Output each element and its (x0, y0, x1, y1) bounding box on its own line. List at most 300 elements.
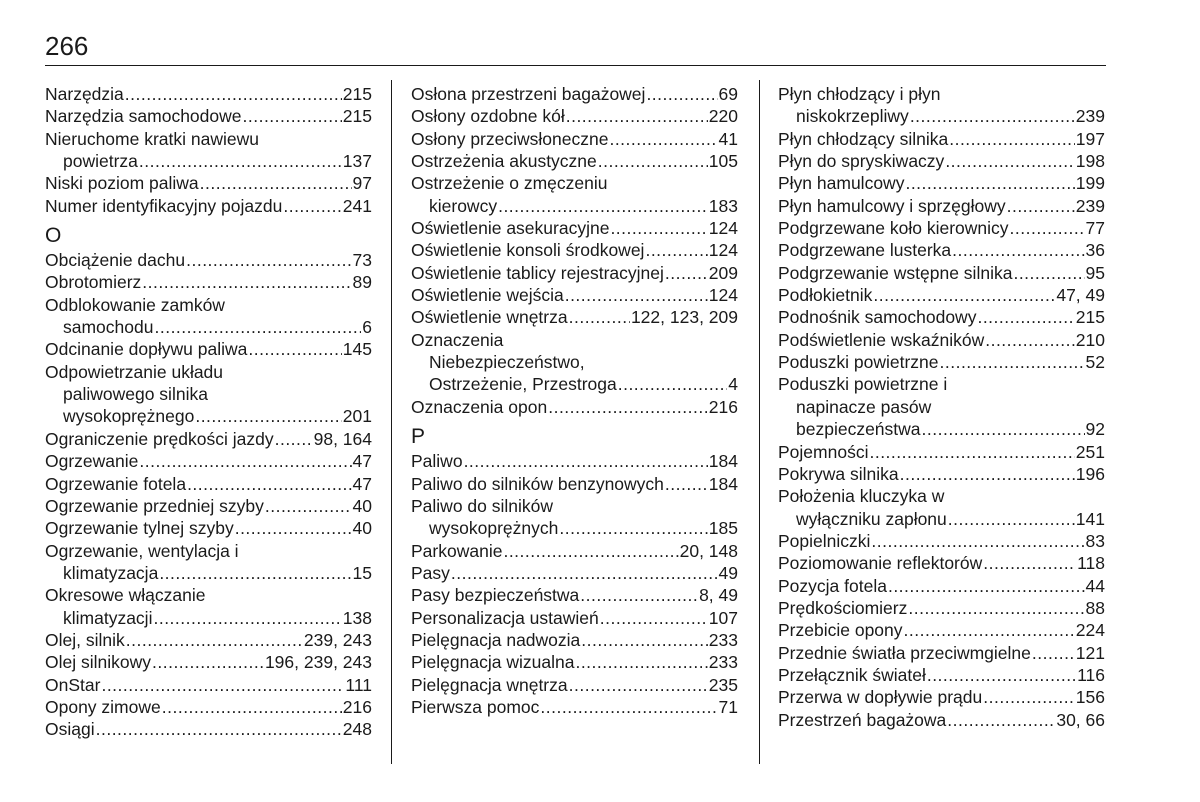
index-entry (411, 150, 738, 172)
dot-leader (618, 373, 728, 395)
index-entry (45, 428, 372, 450)
index-entry (778, 306, 1105, 328)
index-term: Osłony przeciwsłoneczne (411, 128, 609, 149)
index-entry (411, 607, 738, 629)
index-term: Personalizacja ustawień (411, 607, 599, 628)
index-entry (778, 552, 1105, 574)
index-term: powietrza (63, 151, 138, 172)
page-reference: 124 (708, 240, 738, 261)
dot-leader (569, 674, 708, 696)
index-term: Parkowanie (411, 540, 503, 561)
index-term: paliwowego silnika (63, 384, 208, 405)
dot-leader (540, 696, 717, 718)
index-entry (411, 450, 738, 472)
dot-leader (565, 284, 708, 306)
index-entry (411, 584, 738, 606)
index-entry (778, 686, 1105, 708)
index-entry (411, 195, 738, 217)
page-reference: 105 (708, 151, 738, 172)
page-reference: 73 (352, 250, 372, 271)
index-entry (411, 262, 738, 284)
index-entry (45, 271, 372, 293)
index-term: Poziomowanie reflektorów (778, 553, 983, 574)
dot-leader (1010, 217, 1085, 239)
page-reference: 233 (708, 652, 738, 673)
index-term: Ogrzewanie tylnej szyby (45, 518, 234, 539)
page-reference: 107 (708, 607, 738, 628)
dot-leader (162, 696, 342, 718)
index-term: Odcinanie dopływu paliwa (45, 339, 248, 360)
dot-leader (1032, 642, 1075, 664)
page-reference: 199 (1075, 173, 1105, 194)
section-letter: P (411, 425, 426, 449)
dot-leader (139, 150, 342, 172)
dot-leader (186, 249, 351, 271)
index-term: Oświetlenie wejścia (411, 285, 564, 306)
index-term: Prędkościomierz (778, 597, 908, 618)
page-reference: 52 (1085, 352, 1105, 373)
dot-leader (871, 530, 1084, 552)
index-entry (45, 629, 372, 651)
dot-leader (187, 473, 351, 495)
index-term: Ograniczenie prędkości jazdy (45, 428, 274, 449)
page-reference: 210 (1075, 329, 1105, 350)
index-entry (778, 239, 1105, 261)
index-entry (411, 674, 738, 696)
index-entry (778, 329, 1105, 351)
index-term: Obciążenie dachu (45, 250, 186, 271)
index-entry (778, 351, 1105, 373)
page-reference: 185 (708, 518, 738, 539)
dot-leader (275, 428, 313, 450)
index-term: Paliwo (411, 451, 463, 472)
index-term: Paliwo do silników benzynowych (411, 473, 664, 494)
index-term: Oświetlenie wnętrza (411, 307, 568, 328)
index-term: Olej, silnik (45, 629, 125, 650)
dot-leader (581, 629, 708, 651)
index-entry (45, 105, 372, 127)
page-reference: 92 (1085, 419, 1105, 440)
index-entry (45, 607, 372, 629)
page-reference: 77 (1085, 218, 1105, 239)
index-term: Pokrywa silnika (778, 463, 899, 484)
index-entry (411, 696, 738, 718)
page-reference: 36 (1085, 240, 1105, 261)
index-term: Pasy bezpieczeństwa (411, 585, 580, 606)
index-entry (778, 284, 1105, 306)
dot-leader (948, 508, 1075, 530)
page-reference: 239 (1075, 106, 1105, 127)
dot-leader (126, 629, 303, 651)
index-entry (778, 619, 1105, 641)
page-reference: 118 (1077, 553, 1105, 574)
page-reference: 215 (342, 84, 372, 104)
index-term: Pozycja fotela (778, 575, 887, 596)
index-term: Podgrzewane lusterka (778, 240, 952, 261)
dot-leader (600, 607, 708, 629)
index-term: Ogrzewanie (45, 451, 139, 472)
dot-leader (464, 450, 708, 472)
page-reference: 220 (708, 106, 738, 127)
dot-leader (580, 584, 698, 606)
dot-leader (977, 306, 1074, 328)
index-term: wysokoprężnych (429, 518, 559, 539)
page-reference: 138 (342, 607, 372, 628)
page-reference: 97 (352, 173, 372, 194)
dot-leader (159, 562, 351, 584)
page-reference: 241 (342, 195, 372, 216)
dot-leader (152, 651, 264, 673)
index-term: Ostrzeżenia akustyczne (411, 151, 597, 172)
index-term: Paliwo do silników (411, 495, 554, 516)
index-term: Osłony ozdobne kół (411, 106, 565, 127)
index-term: Płyn do spryskiwaczy (778, 151, 945, 172)
index-entry (411, 239, 738, 261)
index-entry (45, 651, 372, 673)
index-term: Ogrzewanie przedniej szyby (45, 495, 264, 516)
dot-leader (873, 284, 1055, 306)
page-reference: 6 (362, 317, 372, 338)
index-term: Podświetlenie wskaźników (778, 329, 985, 350)
dot-leader (945, 150, 1074, 172)
page-reference: 124 (708, 285, 738, 306)
index-term: Numer identyfikacyjny pojazdu (45, 195, 283, 216)
index-entry (778, 575, 1105, 597)
index-term: Podnośnik samochodowy (778, 307, 977, 328)
page-reference: 124 (708, 218, 738, 239)
index-column-3 (778, 83, 1105, 731)
dot-leader (101, 674, 344, 696)
index-term: Obrotomierz (45, 272, 142, 293)
page-number: 266 (45, 31, 89, 61)
index-term: Osiągi (45, 719, 95, 740)
index-entry (45, 172, 372, 194)
index-entry (45, 316, 372, 338)
index-term: Ostrzeżenie, Przestroga (429, 374, 617, 395)
dot-leader (139, 450, 351, 472)
dot-leader (248, 338, 341, 360)
index-term: Położenia kluczyka w (778, 486, 945, 507)
dot-leader (153, 607, 341, 629)
index-entry (778, 418, 1105, 440)
page-reference: 248 (342, 719, 372, 740)
page-reference: 49 (718, 562, 738, 583)
index-term: Okresowe włączanie (45, 585, 206, 606)
index-entry (411, 396, 738, 418)
index-entry (45, 405, 372, 427)
index-term: klimatyzacja (63, 562, 159, 583)
index-entry (778, 172, 1105, 194)
dot-leader (910, 105, 1075, 127)
page-reference: 95 (1085, 262, 1105, 283)
index-term: Narzędzia samochodowe (45, 106, 242, 127)
page-reference: 83 (1085, 530, 1105, 551)
page-reference: 40 (352, 495, 372, 516)
page-reference: 8, 49 (699, 585, 738, 606)
index-term: Olej silnikowy (45, 652, 151, 673)
index-entry (778, 709, 1105, 731)
index-entry (411, 217, 738, 239)
index-term: Przestrzeń bagażowa (778, 709, 947, 730)
dot-leader (908, 597, 1084, 619)
index-entry (45, 674, 372, 696)
page-reference: 183 (708, 195, 738, 216)
index-term: Pierwsza pomoc (411, 696, 540, 717)
index-entry (45, 718, 372, 740)
dot-leader (96, 718, 342, 740)
index-entry (411, 517, 738, 539)
index-entry (778, 530, 1105, 552)
dot-leader (125, 83, 342, 105)
index-term: Pojemności (778, 441, 869, 462)
page-reference: 40 (352, 518, 372, 539)
page-reference: 196 (1075, 463, 1105, 484)
dot-leader (947, 709, 1055, 731)
page-reference: 196, 239, 243 (264, 652, 372, 673)
index-term: Przerwa w dopływie prądu (778, 687, 983, 708)
index-column-1 (45, 83, 372, 741)
index-term: Ogrzewanie, wentylacja i (45, 540, 239, 561)
index-entry (411, 83, 738, 105)
index-column-2 (411, 83, 738, 718)
dot-leader (569, 306, 630, 328)
index-term: niskokrzepliwy (796, 106, 909, 127)
index-term: Płyn hamulcowy i sprzęgłowy (778, 195, 1006, 216)
dot-leader (451, 562, 718, 584)
index-term: Podłokietnik (778, 285, 873, 306)
column-divider (759, 80, 760, 764)
index-entry (411, 473, 738, 495)
index-term: Płyn hamulcowy (778, 173, 905, 194)
index-entry (45, 249, 372, 271)
index-term: Pielęgnacja wnętrza (411, 674, 568, 695)
index-term: Płyn chłodzący silnika (778, 128, 949, 149)
dot-leader (665, 262, 708, 284)
index-entry (411, 128, 738, 150)
index-entry (411, 629, 738, 651)
page-reference: 216 (708, 396, 738, 417)
index-entry (778, 597, 1105, 619)
dot-leader (548, 396, 708, 418)
index-term: Nieruchome kratki nawiewu (45, 128, 259, 149)
index-term: samochodu (63, 317, 154, 338)
index-term: klimatyzacji (63, 607, 153, 628)
dot-leader (949, 128, 1075, 150)
index-entry (778, 441, 1105, 463)
page-reference: 122, 123, 209 (630, 307, 738, 328)
header-rule (45, 65, 1106, 66)
index-entry (45, 473, 372, 495)
dot-leader (900, 463, 1075, 485)
dot-leader (195, 405, 341, 427)
page-reference: 98, 164 (313, 428, 372, 449)
page-reference: 89 (352, 272, 372, 293)
index-term: Oświetlenie asekuracyjne (411, 218, 610, 239)
index-entry (45, 150, 372, 172)
page-reference: 141 (1075, 508, 1105, 529)
dot-leader (869, 441, 1074, 463)
index-term: Oświetlenie konsoli środkowej (411, 240, 645, 261)
dot-leader (559, 517, 707, 539)
index-entry (411, 105, 738, 127)
dot-leader (610, 217, 707, 239)
index-entry (411, 284, 738, 306)
index-entry (45, 338, 372, 360)
index-entry (411, 373, 738, 395)
dot-leader (503, 540, 678, 562)
index-entry (778, 262, 1105, 284)
index-entry (411, 306, 738, 328)
index-term: Pasy (411, 562, 450, 583)
index-term: Oznaczenia (411, 329, 504, 350)
dot-leader (498, 195, 708, 217)
page-reference: 71 (718, 696, 738, 717)
page-reference: 145 (342, 339, 372, 360)
dot-leader (645, 239, 707, 261)
index-term: Ogrzewanie fotela (45, 473, 187, 494)
index-entry (45, 562, 372, 584)
dot-leader (952, 239, 1084, 261)
index-entry (411, 562, 738, 584)
dot-leader (905, 172, 1074, 194)
dot-leader (983, 552, 1076, 574)
index-term: Osłona przestrzeni bagażowej (411, 84, 646, 104)
index-term: Narzędzia (45, 84, 124, 104)
index-term: Przebicie opony (778, 620, 903, 641)
page-reference: 69 (718, 84, 738, 104)
page-reference: 209 (708, 262, 738, 283)
index-entry (778, 217, 1105, 239)
page-reference: 88 (1085, 597, 1105, 618)
index-entry (45, 195, 372, 217)
index-entry (45, 495, 372, 517)
index-entry (45, 83, 372, 105)
page-reference: 233 (708, 629, 738, 650)
index-term: OnStar (45, 674, 101, 695)
page-reference: 215 (1075, 307, 1105, 328)
index-term: Niebezpieczeństwo, (429, 352, 585, 373)
dot-leader (200, 172, 352, 194)
dot-leader (575, 651, 707, 673)
index-term: Pielęgnacja nadwozia (411, 629, 581, 650)
index-term: Płyn chłodzący i płyn (778, 84, 941, 104)
index-entry (778, 105, 1105, 127)
index-term: Poduszki powietrzne i (778, 374, 948, 395)
page-reference: 44 (1085, 575, 1105, 596)
index-term: Odpowietrzanie układu (45, 361, 224, 382)
page-reference: 235 (708, 674, 738, 695)
index-term: Popielniczki (778, 530, 871, 551)
dot-leader (243, 105, 342, 127)
page-reference: 184 (708, 451, 738, 472)
page-reference: 30, 66 (1056, 709, 1105, 730)
dot-leader (904, 619, 1075, 641)
index-term: Poduszki powietrzne (778, 352, 939, 373)
index-entry (778, 150, 1105, 172)
index-entry (778, 128, 1105, 150)
page-reference: 41 (718, 128, 738, 149)
dot-leader (665, 473, 708, 495)
page-reference: 116 (1077, 664, 1105, 685)
index-entry (411, 540, 738, 562)
index-entry (778, 195, 1105, 217)
page-reference: 47 (352, 473, 372, 494)
index-term: wyłączniku zapłonu (796, 508, 947, 529)
index-entry (778, 664, 1105, 686)
page-reference: 216 (342, 696, 372, 717)
section-letter: O (45, 224, 62, 248)
dot-leader (888, 575, 1085, 597)
page-reference: 251 (1075, 441, 1105, 462)
dot-leader (983, 686, 1075, 708)
dot-leader (598, 150, 708, 172)
index-term: Podgrzewanie wstępne silnika (778, 262, 1013, 283)
page-reference: 239 (1075, 195, 1105, 216)
page-reference: 198 (1075, 151, 1105, 172)
page-reference: 111 (345, 674, 372, 695)
index-term: Pielęgnacja wizualna (411, 652, 575, 673)
index-term: Przednie światła przeciwmgielne (778, 642, 1031, 663)
page-reference: 239, 243 (303, 629, 372, 650)
dot-leader (940, 351, 1085, 373)
index-term: Opony zimowe (45, 696, 161, 717)
index-term: wysokoprężnego (63, 406, 195, 427)
dot-leader (265, 495, 352, 517)
dot-leader (235, 517, 352, 539)
dot-leader (922, 418, 1085, 440)
index-term: Przełącznik świateł (778, 664, 926, 685)
index-term: Ostrzeżenie o zmęczeniu (411, 173, 608, 194)
page-reference: 15 (352, 562, 372, 583)
index-term: kierowcy (429, 195, 498, 216)
dot-leader (154, 316, 361, 338)
dot-leader (646, 83, 717, 105)
dot-leader (985, 329, 1075, 351)
index-entry (778, 508, 1105, 530)
index-term: Oświetlenie tablicy rejestracyjnej (411, 262, 664, 283)
dot-leader (1007, 195, 1075, 217)
page-reference: 47, 49 (1056, 285, 1105, 306)
page-reference: 184 (708, 473, 738, 494)
index-term: Oznaczenia opon (411, 396, 548, 417)
dot-leader (609, 128, 717, 150)
column-divider (391, 80, 392, 764)
index-term: bezpieczeństwa (796, 419, 921, 440)
page-reference: 156 (1075, 687, 1105, 708)
index-term: Odblokowanie zamków (45, 294, 225, 315)
dot-leader (566, 105, 708, 127)
dot-leader (1013, 262, 1084, 284)
index-entry (778, 642, 1105, 664)
index-term: Niski poziom paliwa (45, 173, 199, 194)
dot-leader (283, 195, 341, 217)
page-reference: 215 (342, 106, 372, 127)
page-reference: 224 (1075, 620, 1105, 641)
page-reference: 121 (1075, 642, 1105, 663)
page-reference: 201 (342, 406, 372, 427)
dot-leader (142, 271, 351, 293)
page-reference: 20, 148 (679, 540, 738, 561)
index-entry (411, 651, 738, 673)
index-entry (778, 463, 1105, 485)
index-entry (45, 696, 372, 718)
index-term: Podgrzewane koło kierownicy (778, 218, 1009, 239)
index-entry (45, 450, 372, 472)
index-term: napinacze pasów (796, 396, 932, 417)
page-reference: 4 (728, 374, 738, 395)
page-reference: 197 (1075, 128, 1105, 149)
index-entry (45, 517, 372, 539)
